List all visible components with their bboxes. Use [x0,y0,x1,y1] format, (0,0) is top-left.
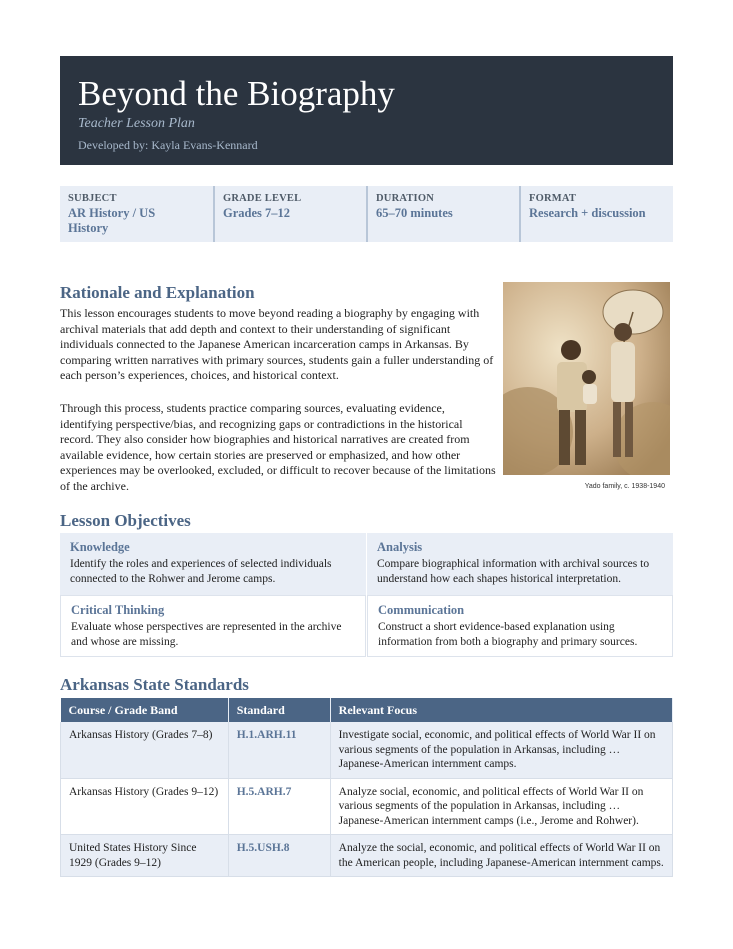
focus-cell: Analyze social, economic, and political effects of World War II on various segments of the population in Arkansas, including … Japanese-American internment camps (i.e., Jerome and Rohwer). [330,778,672,835]
meta-value: 65–70 minutes [376,206,453,220]
table-header-row [61,698,673,722]
course-cell: Arkansas History (Grades 7–8) [61,722,229,778]
page-subtitle: Teacher Lesson Plan [78,116,195,131]
table-row [61,835,673,877]
column-header: Course / Grade Band [61,698,229,722]
standard-code-cell: H.5.USH.8 [228,835,330,877]
meta-duration [366,186,519,242]
objective-analysis [367,533,673,595]
objective-knowledge [60,533,366,595]
focus-cell: Investigate social, economic, and political effects of World War II on various segments of the population in Arkansas, including … Japanese-American internment camps. [330,722,672,778]
meta-format [519,186,672,242]
objective-title: Analysis [377,540,423,554]
course-cell: United States History Since 1929 (Grades 9–12) [61,835,229,877]
title-banner [60,56,673,165]
course-cell: Arkansas History (Grades 9–12) [61,778,229,835]
standards-table [60,698,673,877]
objectives-grid [60,533,673,657]
photo-caption: Yado family, c. 1938-1940 [584,483,665,490]
developer-credit: Developed by: Kayla Evans-Kennard [78,138,258,152]
meta-value: AR History / US History [68,206,156,235]
objective-text: Compare biographical information with archival sources to understand how each shapes historical interpretation. [377,558,650,585]
family-photo-illustration [503,282,670,475]
rationale-paragraph-2: Through this process, students practice comparing sources, evaluating evidence, identifying perspective/bias, and recognizing gaps or contradictions in the historical record. They also consider how biographies and historical narratives are created from available evidence, how certain stories are preserved or emphasized, and how other experiences may be overlooked, excluded, or difficult to recover because of the limitations of the archive. [60,401,496,493]
rationale-paragraph-1: This lesson encourages students to move beyond reading a biography by engaging with archival materials that add depth and context to their understanding of significant individuals connected to the Japanese American incarceration camps in Arkansas. By comparing written narratives with primary sources, students gain a fuller understanding of each person’s experiences, choices, and historical context. [60,306,494,382]
objective-text: Evaluate whose perspectives are represented in the archive and whose are missing. [71,621,342,648]
meta-label: FORMAT [529,193,577,204]
meta-subject [60,186,213,242]
objective-critical-thinking [60,595,366,657]
rationale-heading: Rationale and Explanation [60,283,255,302]
objective-title: Knowledge [70,540,130,554]
objective-title: Communication [378,603,465,617]
meta-grade-level [213,186,366,242]
column-header: Standard [228,698,330,722]
family-photo [503,282,670,475]
standard-code-cell: H.5.ARH.7 [228,778,330,835]
page-title: Beyond the Biography [78,74,395,113]
objective-communication [367,595,673,657]
objective-text: Identify the roles and experiences of selected individuals connected to the Rohwer and Jerome camps. [70,558,332,585]
focus-cell: Analyze the social, economic, and political effects of World War II on the American people, including Japanese-American internment camps. [330,835,672,877]
standard-code-cell: H.1.ARH.11 [228,722,330,778]
lesson-meta-bar [60,186,673,242]
meta-label: GRADE LEVEL [223,193,302,204]
meta-value: Grades 7–12 [223,206,291,220]
meta-label: SUBJECT [68,193,117,204]
objectives-heading: Lesson Objectives [60,511,191,530]
table-row [61,778,673,835]
meta-value: Research + discussion [529,206,646,220]
objective-text: Construct a short evidence-based explanation using information from both a biography and primary sources. [378,621,638,648]
standards-heading: Arkansas State Standards [60,675,249,694]
column-header: Relevant Focus [330,698,672,722]
meta-label: DURATION [376,193,434,204]
table-row [61,722,673,778]
objective-title: Critical Thinking [71,603,165,617]
